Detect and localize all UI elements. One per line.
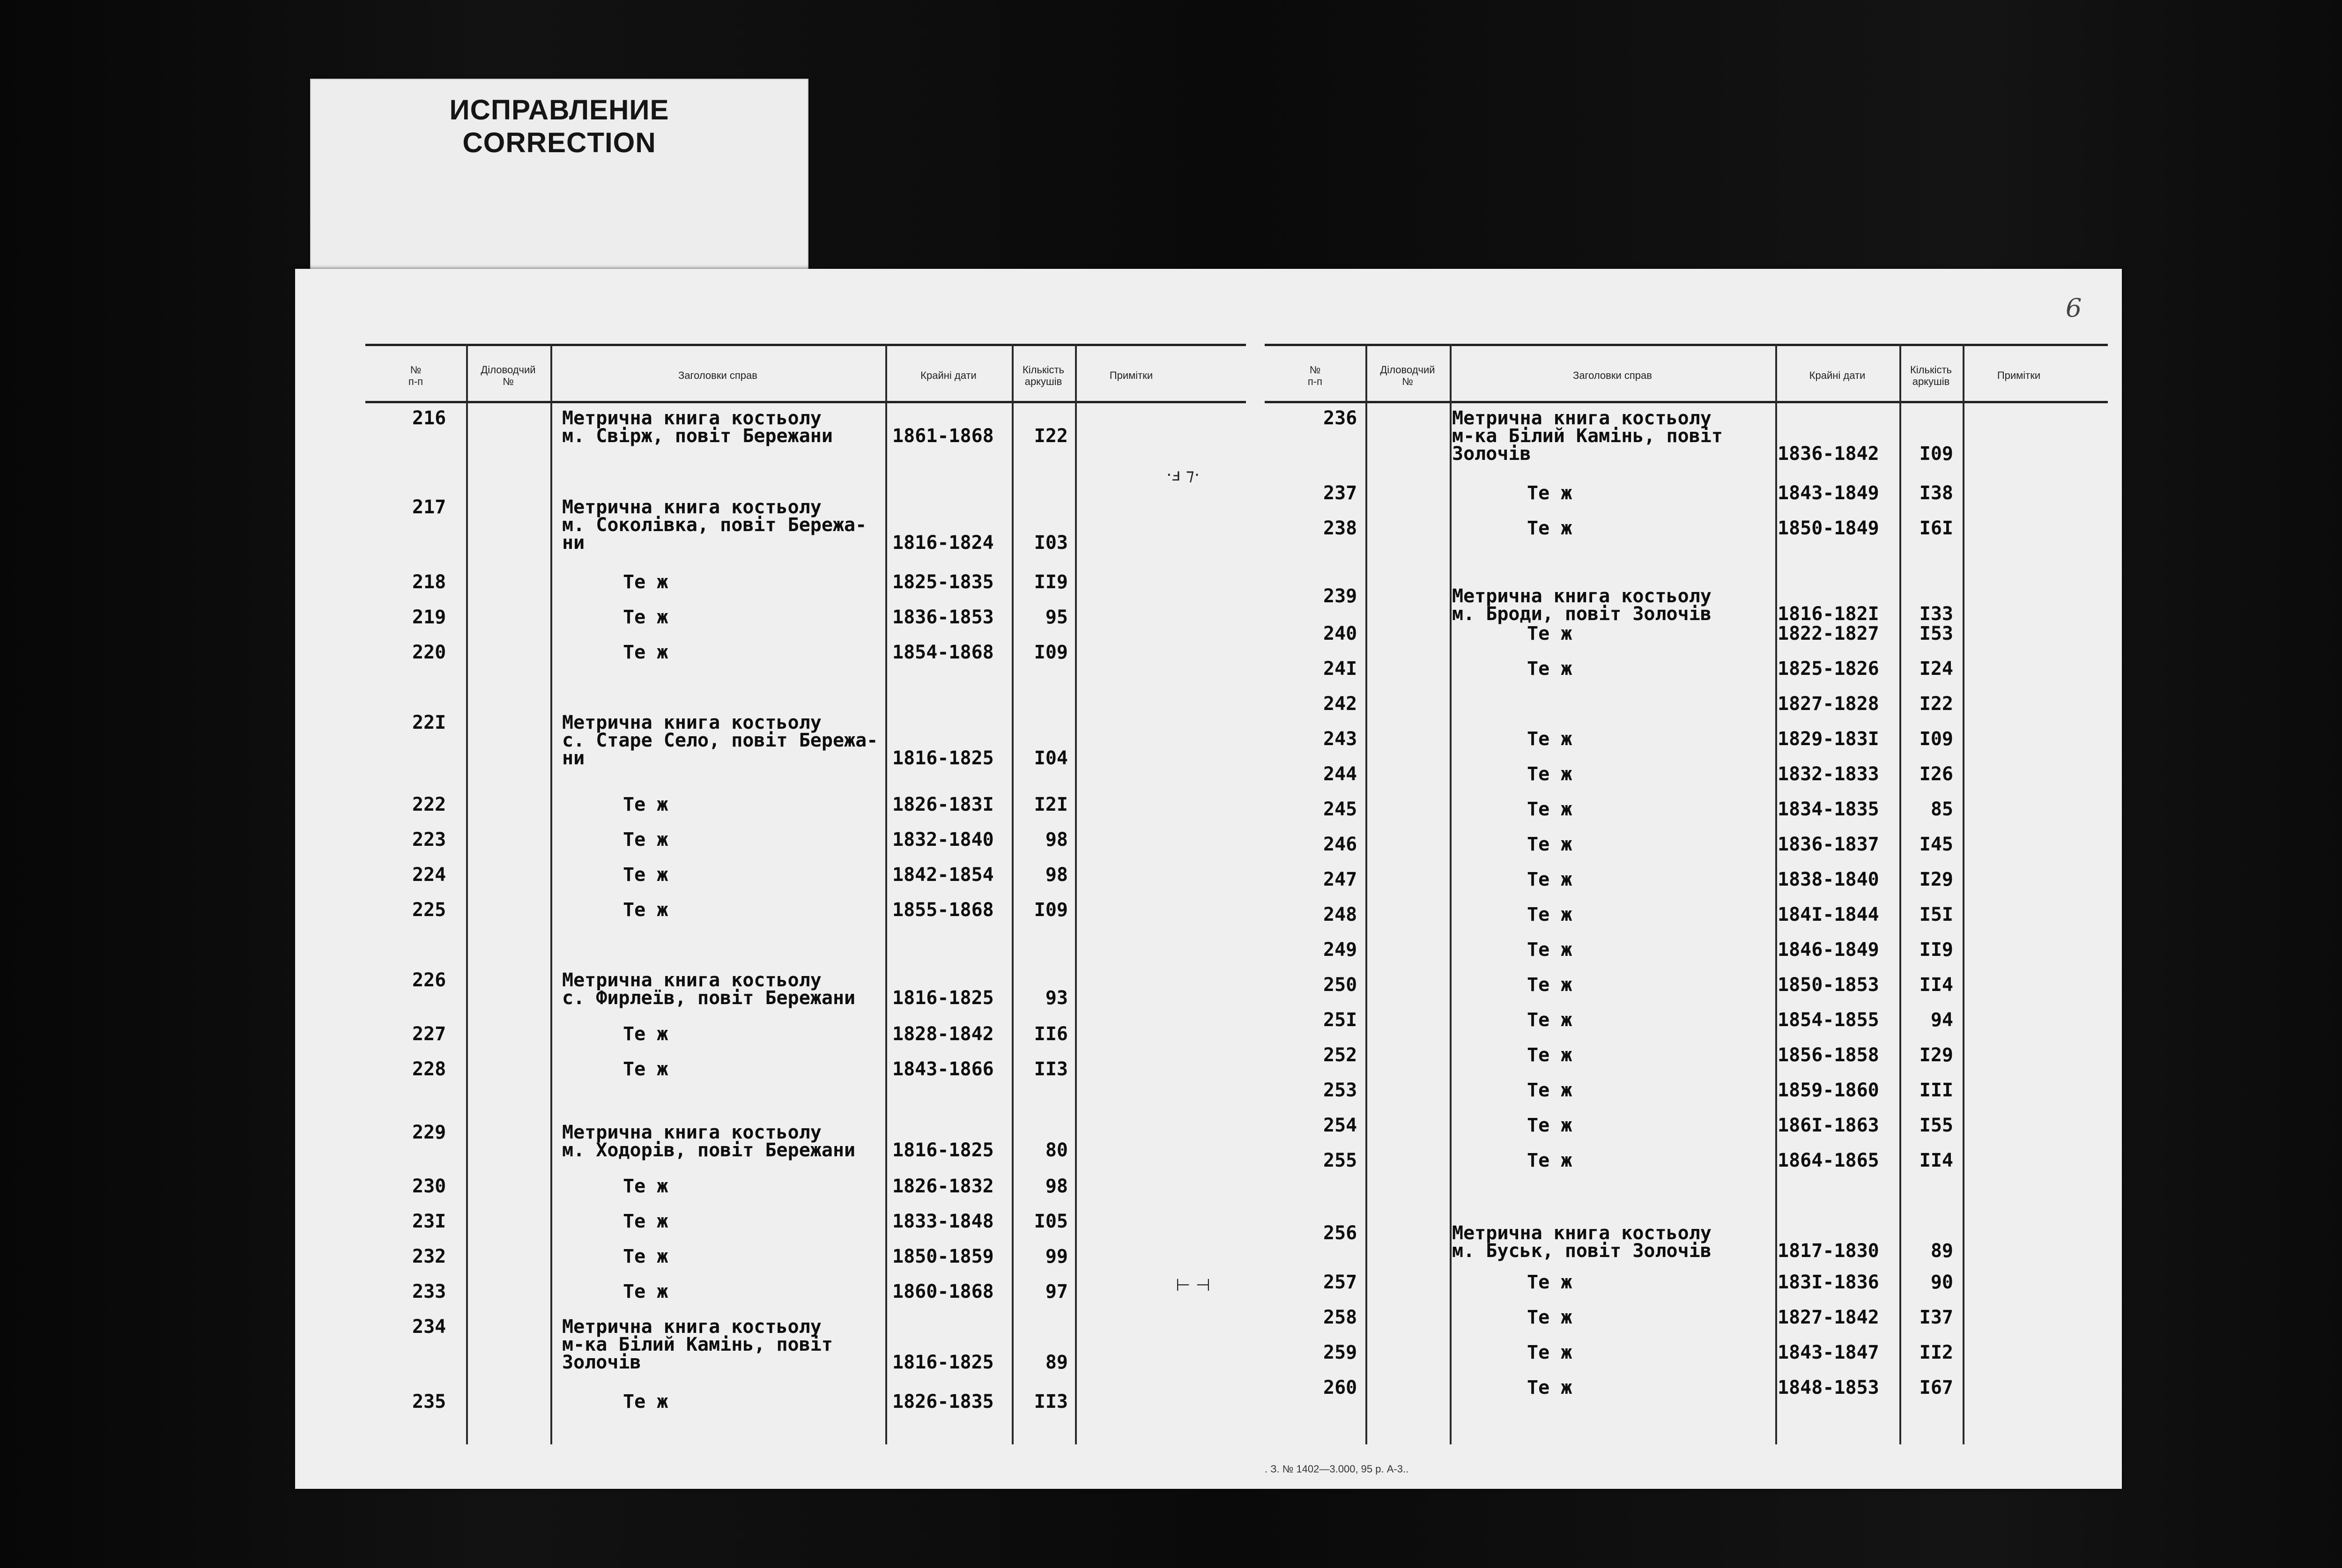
- row-dates: 1832-1833: [1778, 763, 1879, 785]
- row-title: Те ж: [623, 1391, 668, 1413]
- row-dates: 184I-1844: [1778, 904, 1879, 925]
- row-dates: 1850-1859: [892, 1246, 994, 1267]
- row-dates: 1864-1865: [1778, 1150, 1879, 1171]
- row-sheets: II9: [1034, 571, 1068, 593]
- header-dates: Крайні дати: [1809, 370, 1866, 382]
- row-number: 220: [412, 642, 446, 663]
- row-number: 229: [412, 1122, 446, 1143]
- correction-label-en: CORRECTION: [462, 127, 656, 158]
- row-dates: 1859-1860: [1778, 1080, 1879, 1101]
- row-number: 233: [412, 1281, 446, 1302]
- row-sheets: I37: [1919, 1307, 1953, 1328]
- row-sheets: II9: [1919, 939, 1953, 961]
- row-dates: 1843-1866: [892, 1058, 994, 1080]
- row-title: Те ж: [623, 899, 668, 921]
- row-dates: 1860-1868: [892, 1281, 994, 1302]
- row-sheets: 80: [1045, 1139, 1068, 1161]
- row-title: Метрична книга костьолу м-ка Білий Камінь, повіт Золочів: [1452, 407, 1723, 465]
- row-dates: 1825-1826: [1778, 658, 1879, 680]
- row-dates: 1816-1825: [892, 987, 994, 1009]
- row-number: 249: [1323, 939, 1357, 961]
- row-sheets: II3: [1034, 1391, 1068, 1413]
- row-sheets: II4: [1919, 974, 1953, 996]
- row-dates: 1827-1828: [1778, 693, 1879, 715]
- row-number: 243: [1323, 728, 1357, 750]
- header-titles: Заголовки справ: [1573, 370, 1652, 382]
- row-sheets: 93: [1045, 987, 1068, 1009]
- row-title: Те ж: [1527, 834, 1572, 855]
- row-sheets: I2I: [1034, 794, 1068, 815]
- row-number: 239: [1323, 585, 1357, 607]
- row-number: 246: [1323, 834, 1357, 855]
- row-number: 228: [412, 1058, 446, 1080]
- row-dates: 1854-1855: [1778, 1009, 1879, 1031]
- row-sheets: I22: [1034, 425, 1068, 447]
- header-clerk: Діловодчий №: [481, 363, 536, 387]
- row-sheets: I5I: [1919, 904, 1953, 925]
- row-sheets: I38: [1919, 482, 1953, 504]
- row-number: 222: [412, 794, 446, 815]
- row-sheets: III: [1919, 1080, 1953, 1101]
- row-title: Те ж: [1527, 658, 1572, 680]
- row-dates: 1833-1848: [892, 1211, 994, 1232]
- row-sheets: II6: [1034, 1023, 1068, 1045]
- row-sheets: 90: [1930, 1272, 1953, 1293]
- margin-mark: ⊢ ⊣: [1176, 1276, 1211, 1295]
- row-title: Те ж: [1527, 904, 1572, 925]
- correction-label-ru: ИСПРАВЛЕНИЕ: [449, 94, 669, 126]
- row-sheets: I09: [1034, 899, 1068, 921]
- row-dates: 1848-1853: [1778, 1377, 1879, 1398]
- row-title: Те ж: [623, 829, 668, 851]
- row-title: Те ж: [1527, 763, 1572, 785]
- row-number: 223: [412, 829, 446, 851]
- row-title: Те ж: [623, 642, 668, 663]
- row-dates: 1816-1825: [892, 1352, 994, 1373]
- row-number: 254: [1323, 1115, 1357, 1136]
- row-number: 258: [1323, 1307, 1357, 1328]
- row-title: Те ж: [623, 864, 668, 886]
- row-number: 253: [1323, 1080, 1357, 1101]
- row-sheets: I04: [1034, 747, 1068, 769]
- row-number: 247: [1323, 869, 1357, 890]
- header-notes: Примітки: [1997, 370, 2041, 382]
- row-dates: 1817-1830: [1778, 1240, 1879, 1262]
- row-dates: 1827-1842: [1778, 1307, 1879, 1328]
- row-number: 25I: [1323, 1009, 1357, 1031]
- row-sheets: I6I: [1919, 518, 1953, 539]
- row-sheets: 95: [1045, 606, 1068, 628]
- row-title: Те ж: [623, 606, 668, 628]
- row-number: 256: [1323, 1222, 1357, 1244]
- row-title: Те ж: [623, 1246, 668, 1267]
- row-dates: 1861-1868: [892, 425, 994, 447]
- row-number: 234: [412, 1316, 446, 1338]
- header-dates: Крайні дати: [920, 370, 977, 382]
- row-number: 219: [412, 606, 446, 628]
- row-dates: 1816-1825: [892, 1139, 994, 1161]
- row-number: 224: [412, 864, 446, 886]
- row-number: 216: [412, 407, 446, 429]
- row-number: 22I: [412, 712, 446, 733]
- row-title: Те ж: [1527, 518, 1572, 539]
- header-no: № п-п: [408, 363, 423, 387]
- row-title: Метрична книга костьолу м. Броди, повіт Золочів: [1452, 585, 1712, 625]
- row-number: 245: [1323, 799, 1357, 820]
- row-sheets: I67: [1919, 1377, 1953, 1398]
- archive-sheet: [295, 269, 2122, 1489]
- row-number: 23I: [412, 1211, 446, 1232]
- row-sheets: I03: [1034, 532, 1068, 554]
- row-number: 232: [412, 1246, 446, 1267]
- row-title: Те ж: [1527, 1307, 1572, 1328]
- row-dates: 1825-1835: [892, 571, 994, 593]
- row-number: 259: [1323, 1342, 1357, 1363]
- row-number: 235: [412, 1391, 446, 1413]
- row-sheets: I29: [1919, 869, 1953, 890]
- row-sheets: I22: [1919, 693, 1953, 715]
- row-title: Метрична книга костьолу м. Ходорів, повіт Бережани: [562, 1122, 856, 1161]
- row-title: Метрична книга костьолу м. Буськ, повіт Золочів: [1452, 1222, 1712, 1262]
- row-sheets: I05: [1034, 1211, 1068, 1232]
- row-sheets: I24: [1919, 658, 1953, 680]
- row-sheets: I55: [1919, 1115, 1953, 1136]
- row-title: Те ж: [1527, 482, 1572, 504]
- row-dates: 1836-1853: [892, 606, 994, 628]
- row-number: 244: [1323, 763, 1357, 785]
- row-sheets: I09: [1034, 642, 1068, 663]
- row-number: 252: [1323, 1044, 1357, 1066]
- row-sheets: 94: [1930, 1009, 1953, 1031]
- row-title: Те ж: [1527, 1342, 1572, 1363]
- row-title: Те ж: [1527, 1044, 1572, 1066]
- row-sheets: 97: [1045, 1281, 1068, 1302]
- row-dates: 1816-1824: [892, 532, 994, 554]
- row-title: Метрична книга костьолу м. Соколівка, повіт Бережа- ни: [562, 496, 867, 554]
- row-dates: 183I-1836: [1778, 1272, 1879, 1293]
- row-title: Те ж: [1527, 1272, 1572, 1293]
- row-dates: 1834-1835: [1778, 799, 1879, 820]
- row-title: Те ж: [1527, 1377, 1572, 1398]
- row-title: Те ж: [1527, 869, 1572, 890]
- row-number: 255: [1323, 1150, 1357, 1171]
- row-sheets: 98: [1045, 1176, 1068, 1197]
- row-number: 242: [1323, 693, 1357, 715]
- row-number: 217: [412, 496, 446, 518]
- row-sheets: I29: [1919, 1044, 1953, 1066]
- row-number: 248: [1323, 904, 1357, 925]
- row-dates: 1816-1825: [892, 747, 994, 769]
- row-title: Те ж: [623, 1176, 668, 1197]
- row-title: Те ж: [1527, 1115, 1572, 1136]
- header-titles: Заголовки справ: [678, 370, 757, 382]
- row-dates: 1828-1842: [892, 1023, 994, 1045]
- row-number: 250: [1323, 974, 1357, 996]
- row-sheets: II3: [1034, 1058, 1068, 1080]
- row-title: Те ж: [623, 1058, 668, 1080]
- page-number: 6: [2066, 293, 2082, 323]
- row-dates: 1826-1832: [892, 1176, 994, 1197]
- row-dates: 1836-1837: [1778, 834, 1879, 855]
- row-title: Те ж: [623, 1023, 668, 1045]
- row-title: Те ж: [1527, 1009, 1572, 1031]
- header-sheets: Кількість аркушів: [1022, 363, 1065, 387]
- row-sheets: I53: [1919, 623, 1953, 644]
- row-dates: 1850-1853: [1778, 974, 1879, 996]
- row-sheets: 99: [1045, 1246, 1068, 1267]
- row-title: Метрична книга костьолу с. Фирлеїв, повіт Бережани: [562, 969, 856, 1009]
- row-title: Те ж: [623, 1211, 668, 1232]
- row-sheets: I45: [1919, 834, 1953, 855]
- row-dates: 1856-1858: [1778, 1044, 1879, 1066]
- row-title: Метрична книга костьолу м. Свірж, повіт Бережани: [562, 407, 833, 447]
- row-sheets: I09: [1919, 443, 1953, 465]
- row-dates: 1842-1854: [892, 864, 994, 886]
- row-sheets: 98: [1045, 829, 1068, 851]
- row-dates: 1854-1868: [892, 642, 994, 663]
- row-number: 218: [412, 571, 446, 593]
- row-title: Те ж: [623, 571, 668, 593]
- ledger-right-page: [1265, 344, 2108, 1444]
- row-dates: 186I-1863: [1778, 1115, 1879, 1136]
- row-dates: 1826-1835: [892, 1391, 994, 1413]
- row-number: 230: [412, 1176, 446, 1197]
- row-sheets: 89: [1930, 1240, 1953, 1262]
- row-title: Те ж: [1527, 939, 1572, 961]
- row-number: 257: [1323, 1272, 1357, 1293]
- print-imprint: . З. № 1402—3.000, 95 р. А-3..: [1265, 1463, 1409, 1475]
- row-number: 226: [412, 969, 446, 991]
- row-dates: 1850-1849: [1778, 518, 1879, 539]
- row-sheets: II2: [1919, 1342, 1953, 1363]
- row-dates: 1843-1849: [1778, 482, 1879, 504]
- row-number: 238: [1323, 518, 1357, 539]
- row-sheets: I09: [1919, 728, 1953, 750]
- correction-card: [310, 79, 808, 277]
- row-sheets: 89: [1045, 1352, 1068, 1373]
- row-title: Метрична книга костьолу с. Старе Село, повіт Бережа- ни: [562, 712, 878, 769]
- ledger-left-page: [365, 344, 1246, 1444]
- row-number: 227: [412, 1023, 446, 1045]
- row-sheets: 85: [1930, 799, 1953, 820]
- row-dates: 1829-183I: [1778, 728, 1879, 750]
- row-sheets: 98: [1045, 864, 1068, 886]
- row-dates: 1843-1847: [1778, 1342, 1879, 1363]
- row-number: 237: [1323, 482, 1357, 504]
- row-number: 236: [1323, 407, 1357, 429]
- row-dates: 1826-183I: [892, 794, 994, 815]
- header-sheets: Кількість аркушів: [1910, 363, 1952, 387]
- row-dates: 1832-1840: [892, 829, 994, 851]
- header-clerk: Діловодчий №: [1380, 363, 1435, 387]
- row-title: Те ж: [1527, 1150, 1572, 1171]
- row-sheets: II4: [1919, 1150, 1953, 1171]
- row-number: 225: [412, 899, 446, 921]
- row-number: 240: [1323, 623, 1357, 644]
- row-dates: 1822-1827: [1778, 623, 1879, 644]
- row-title: Те ж: [623, 794, 668, 815]
- row-title: Те ж: [1527, 728, 1572, 750]
- row-title: Те ж: [1527, 1080, 1572, 1101]
- row-dates: 1838-1840: [1778, 869, 1879, 890]
- row-title: Те ж: [1527, 974, 1572, 996]
- row-sheets: I33: [1919, 603, 1953, 625]
- row-dates: 1836-1842: [1778, 443, 1879, 465]
- margin-mark: ·ⅎ ⁊·: [1166, 466, 1200, 485]
- row-dates: 1846-1849: [1778, 939, 1879, 961]
- row-dates: 1855-1868: [892, 899, 994, 921]
- row-dates: 1816-182I: [1778, 603, 1879, 625]
- row-title: Те ж: [623, 1281, 668, 1302]
- row-number: 24I: [1323, 658, 1357, 680]
- row-sheets: I26: [1919, 763, 1953, 785]
- row-number: 260: [1323, 1377, 1357, 1398]
- row-title: Те ж: [1527, 623, 1572, 644]
- row-title: Метрична книга костьолу м-ка Білий Камінь, повіт Золочів: [562, 1316, 833, 1373]
- header-notes: Примітки: [1109, 370, 1153, 382]
- header-no: № п-п: [1307, 363, 1323, 387]
- row-title: Те ж: [1527, 799, 1572, 820]
